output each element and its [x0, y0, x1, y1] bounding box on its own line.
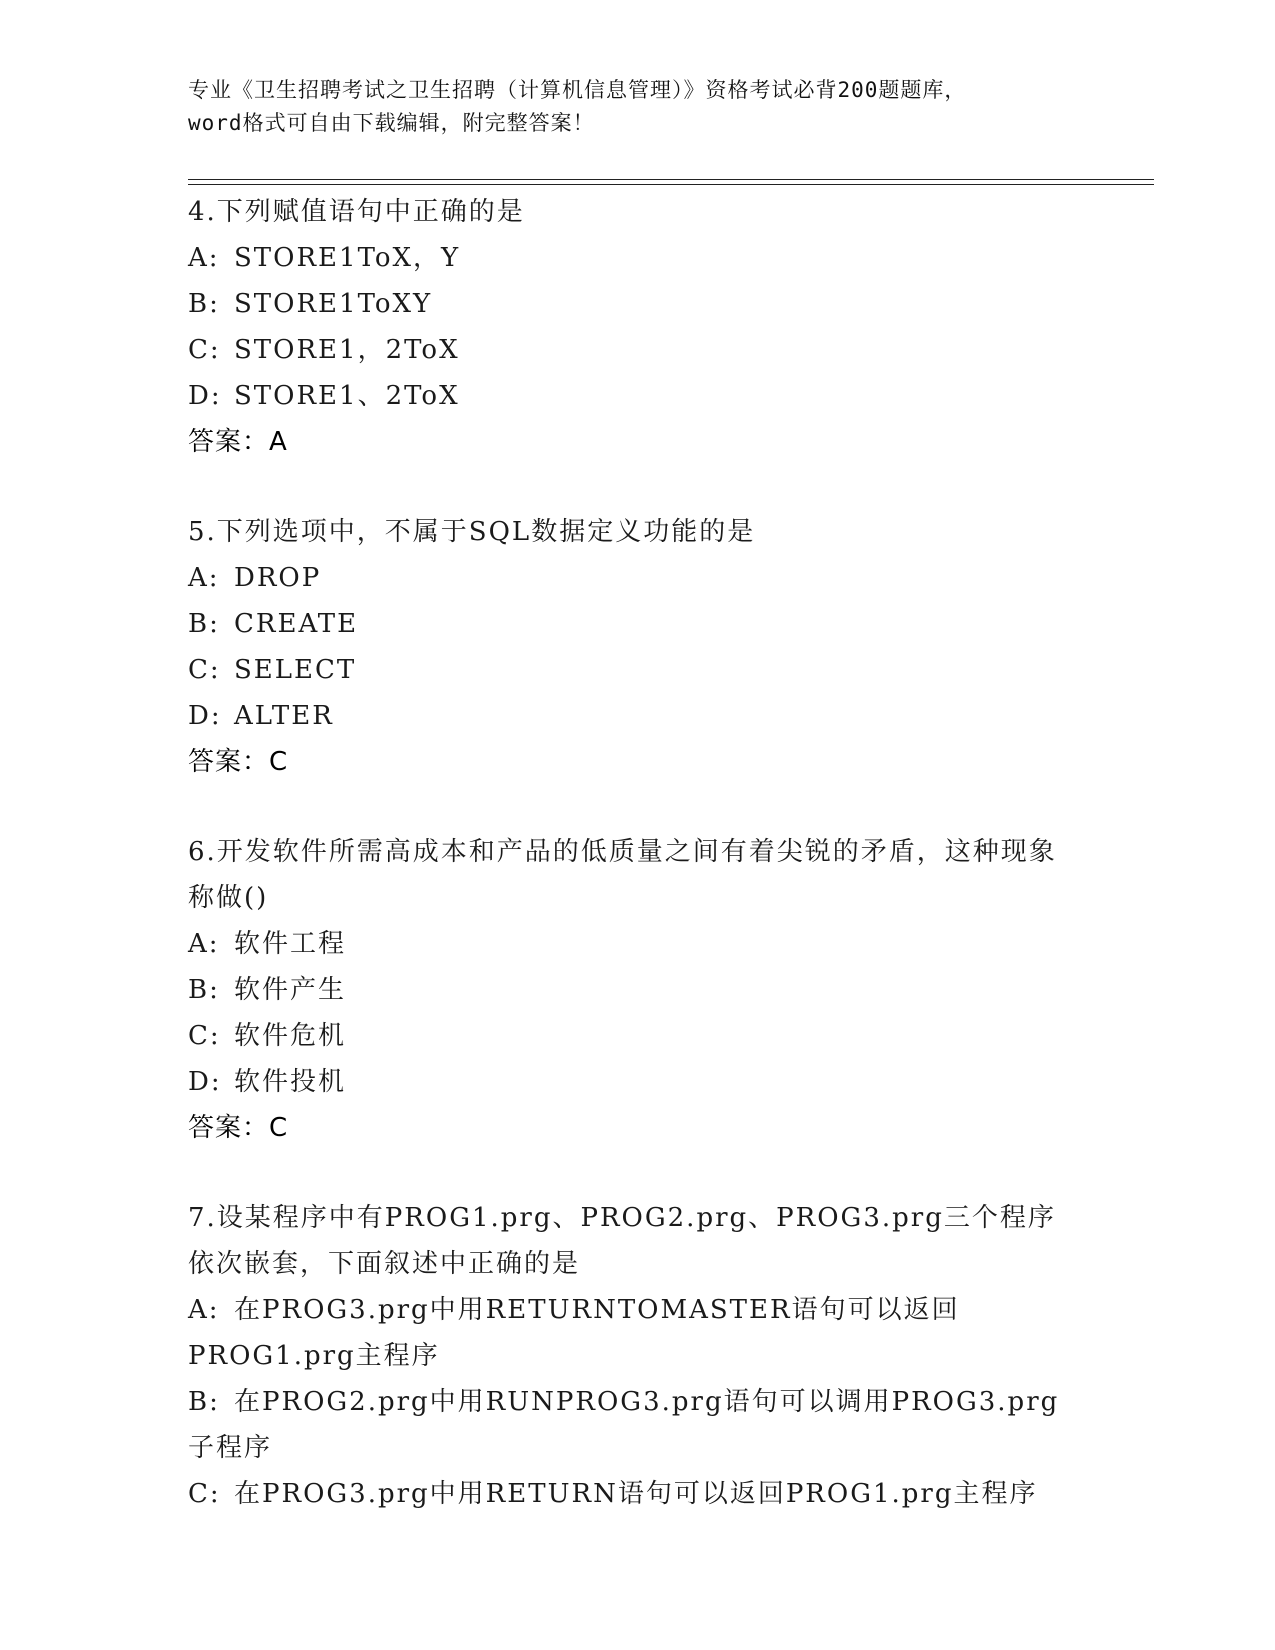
option-letter: A: [188, 563, 220, 593]
option-letter: A: [188, 1295, 220, 1325]
answer-line: 答案：C [188, 1113, 289, 1143]
option-b [188, 281, 1068, 327]
option-c [188, 327, 1068, 373]
option-letter: D: [188, 381, 222, 411]
option-text: 在PROG2.prg中用RUNPROG3.prg语句可以调用PROG3.prg子程序 [188, 1387, 1060, 1463]
question-text: 6.开发软件所需高成本和产品的低质量之间有着尖锐的矛盾，这种现象称做() [188, 837, 1057, 913]
option-text: 在PROG3.prg中用RETURNTOMASTER语句可以返回PROG1.prg主程序 [188, 1295, 960, 1371]
question-text: 7.设某程序中有PROG1.prg、PROG2.prg、PROG3.prg三个程序依次嵌套，下面叙述中正确的是 [188, 1203, 1056, 1279]
option-text: 软件危机 [234, 1021, 347, 1051]
question-text: 4.下列赋值语句中正确的是 [188, 197, 525, 227]
option-letter: A: [188, 929, 220, 959]
question-7 [188, 1195, 1068, 1517]
option-letter: D: [188, 1067, 222, 1097]
option-text: STORE1ToXY [234, 289, 433, 319]
option-d [188, 1059, 1068, 1105]
header-divider-top [188, 179, 1154, 180]
answer-line: 答案：A [188, 427, 288, 457]
option-d [188, 693, 1068, 739]
option-text: STORE1ToX，Y [234, 243, 461, 273]
option-c [188, 647, 1068, 693]
option-letter: C: [188, 335, 221, 365]
option-letter: B: [188, 1387, 220, 1417]
option-letter: C: [188, 1021, 221, 1051]
question-list [188, 189, 1068, 1561]
option-letter: C: [188, 655, 221, 685]
option-a [188, 235, 1068, 281]
header-title-line: 专业《卫生招聘考试之卫生招聘（计算机信息管理）》资格考试必背200题题库， [188, 78, 967, 102]
option-d [188, 373, 1068, 419]
option-text: CREATE [234, 609, 359, 639]
question-6 [188, 829, 1068, 1151]
option-letter: B: [188, 975, 220, 1005]
option-letter: D: [188, 701, 222, 731]
option-letter: B: [188, 289, 220, 319]
header-subtitle-line: word格式可自由下载编辑，附完整答案！ [188, 111, 595, 135]
option-text: SELECT [234, 655, 357, 685]
option-letter: A: [188, 243, 220, 273]
header-divider-bottom [188, 184, 1154, 185]
option-text: 在PROG3.prg中用RETURN语句可以返回PROG1.prg主程序 [234, 1479, 1038, 1509]
option-c [188, 1013, 1068, 1059]
option-text: 软件投机 [234, 1067, 347, 1097]
option-text: 软件产生 [234, 975, 347, 1005]
option-a [188, 1287, 1068, 1379]
option-letter: B: [188, 609, 220, 639]
option-a [188, 555, 1068, 601]
option-a [188, 921, 1068, 967]
option-text: DROP [234, 563, 322, 593]
answer-line: 答案：C [188, 747, 289, 777]
option-c [188, 1471, 1068, 1517]
option-text: STORE1，2ToX [234, 335, 460, 365]
document-header [188, 74, 1088, 140]
option-text: 软件工程 [234, 929, 347, 959]
option-text: STORE1、2ToX [234, 381, 460, 411]
option-text: ALTER [234, 701, 334, 731]
option-letter: C: [188, 1479, 221, 1509]
question-text: 5.下列选项中，不属于SQL数据定义功能的是 [188, 517, 756, 547]
option-b [188, 1379, 1068, 1471]
option-b [188, 967, 1068, 1013]
question-5 [188, 509, 1068, 785]
option-b [188, 601, 1068, 647]
question-4 [188, 189, 1068, 465]
